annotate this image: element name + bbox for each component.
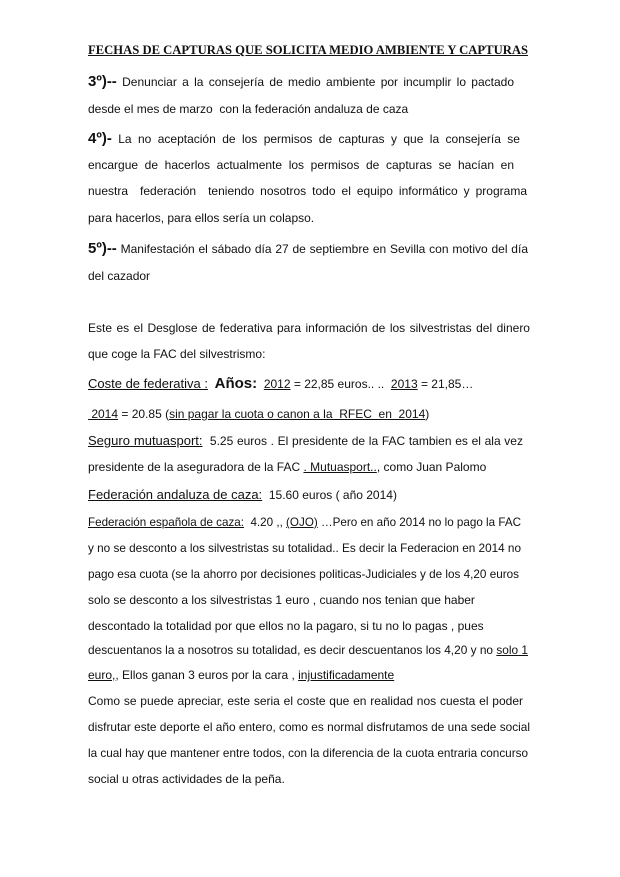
seguro-line2-post: , como Juan Palomo xyxy=(376,460,487,474)
solo-1-text: solo 1 xyxy=(496,643,528,657)
point-4-line-3: nuestra federación teniendo nosotros todo el equipo informático y programa xyxy=(88,184,527,198)
conclusion-line-3: la cual hay que mantener entre todos, con la diferencia de la cuota entraria concurso xyxy=(88,746,528,760)
rfec-line-3: pago esa cuota (se la ahorro por decisiones politicas-Judiciales y de los 4,20 euros xyxy=(88,567,519,581)
point-5-line-2: del cazador xyxy=(88,269,151,283)
point-5-number: 5º)-- xyxy=(88,240,117,257)
ojo-text: (OJO) xyxy=(286,515,318,529)
intro-line-2: que coge la FAC del silvestrismo: xyxy=(88,347,266,361)
rfec-line-5: descontado la totalidad por que ellos no la pagaro, si tu no lo pagas , pues xyxy=(88,619,484,633)
rfec-text-post: …Pero en año 2014 no lo pago la FAC xyxy=(317,515,521,529)
point-4-line-4: para hacerlos, para ellos sería un colapso. xyxy=(88,211,315,225)
point-5-text: Manifestación el sábado día 27 de septiembre en Sevilla con motivo del día xyxy=(120,242,528,256)
note-2014: sin pagar la cuota o canon a la RFEC en 2014 xyxy=(169,407,426,421)
injustificadamente-text: injustificadamente xyxy=(298,668,395,682)
point-5-line-1 xyxy=(88,239,528,259)
conclusion-line-2: disfrutar este deporte el año entero, como es normal disfrutamos de una sede social xyxy=(88,720,530,734)
point-4-line-2: encargue de hacerlos actualmente los permisos de capturas se hacían en xyxy=(88,158,514,172)
euro-post-text: , Ellos ganan 3 euros por la cara , xyxy=(115,668,299,682)
value-2012: = 22,85 euros.. .. xyxy=(290,377,391,391)
point-4-number: 4º)- xyxy=(88,130,112,147)
conclusion-line-1: Como se puede apreciar, este seria el coste que en realidad nos cuesta el poder xyxy=(88,694,523,708)
rfec-line-4: solo se desconto a los silvestristas 1 euro , cuando nos tenian que haber xyxy=(88,593,475,607)
rfec-line-7 xyxy=(88,665,394,685)
year-2013: 2013 xyxy=(390,377,418,391)
rfec-line-2: y no se desconto a los silvestristas su totalidad.. Es decir la Federacion en 2014 no xyxy=(88,541,521,555)
note-2014-close: ) xyxy=(425,407,430,421)
point-4-text: La no aceptación de los permisos de capturas y que la consejería se xyxy=(118,132,520,146)
year-2012: 2012 xyxy=(263,377,291,391)
mutuasport-text: . Mutuasport.. xyxy=(303,460,377,474)
rfec-text-pre: 4.20 ,, xyxy=(243,515,287,529)
point-4-line-1 xyxy=(88,129,520,149)
seguro-line2-pre: presidente de la aseguradora de la FAC xyxy=(88,460,304,474)
point-3-text: Denunciar a la consejería de medio ambiente por incumplir lo pactado xyxy=(122,75,514,89)
coste-line xyxy=(88,374,473,394)
seguro-line-2 xyxy=(88,457,486,477)
year-2014: 2014 xyxy=(88,407,119,421)
intro-line-1: Este es el Desglose de federativa para información de los silvestristas del dinero xyxy=(88,321,530,335)
rfec-last-pre: descuentanos la a nosotros su totalidad, es decir descuentanos los 4,20 y no xyxy=(88,643,497,657)
rfec-line-1 xyxy=(88,512,521,532)
seguro-text: 5.25 euros . El presidente de la FAC tambien es el ala vez xyxy=(202,434,523,448)
fac-text: 15.60 euros ( año 2014) xyxy=(262,488,397,502)
rfec-line-6 xyxy=(88,640,528,660)
rfec-label: Federación española de caza: xyxy=(88,515,244,529)
value-2013: = 21,85… xyxy=(417,377,474,391)
fac-label: Federación andaluza de caza: xyxy=(88,487,263,502)
fac-line xyxy=(88,485,397,505)
conclusion-line-4: social u otras actividades de la peña. xyxy=(88,772,285,786)
point-3-line-2: desde el mes de marzo con la federación andaluza de caza xyxy=(88,102,409,116)
coste-label: Coste de federativa : xyxy=(88,376,208,391)
coste-2014-line xyxy=(88,404,429,424)
point-3-number: 3º)-- xyxy=(88,73,117,90)
euro-text: euro, xyxy=(88,668,116,682)
seguro-label: Seguro mutuasport: xyxy=(88,433,203,448)
seguro-line-1 xyxy=(88,431,523,451)
document-title: FECHAS DE CAPTURAS QUE SOLICITA MEDIO AMBIENTE Y CAPTURAS xyxy=(88,42,528,57)
point-3-line-1 xyxy=(88,72,514,92)
years-label: Años: xyxy=(214,375,258,392)
value-2014: = 20.85 ( xyxy=(118,407,170,421)
